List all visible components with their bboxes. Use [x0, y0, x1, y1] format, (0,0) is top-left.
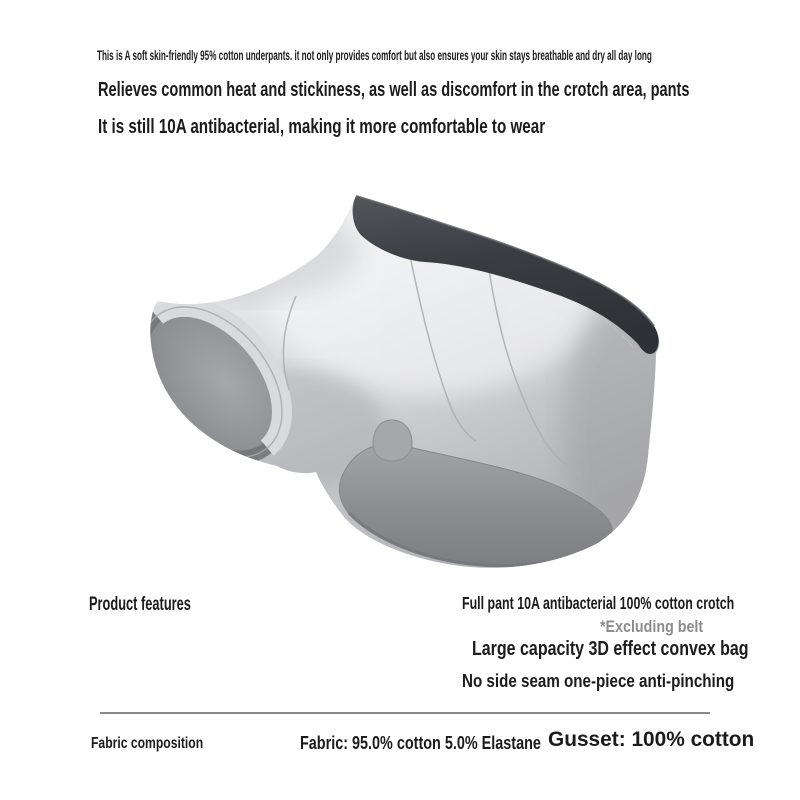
- feature-item-convex-bag: Large capacity 3D effect convex bag: [472, 638, 749, 660]
- product-photo-boxer-briefs: [140, 183, 665, 580]
- section-divider: [100, 712, 710, 714]
- feature-item-no-side-seam: No side seam one-piece anti-pinching: [462, 670, 735, 691]
- crotch-pouch: [373, 420, 412, 461]
- composition-heading: Fabric composition: [91, 735, 204, 752]
- features-heading: Product features: [89, 594, 191, 615]
- intro-line-2: Relieves common heat and stickiness, as well as discomfort in the crotch area, pants: [98, 79, 690, 101]
- intro-line-3: It is still 10A antibacterial, making it more comfortable to wear: [98, 116, 546, 138]
- feature-item-crotch: Full pant 10A antibacterial 100% cotton crotch: [462, 593, 735, 613]
- feature-item-excluding-belt: *Excluding belt: [600, 617, 704, 636]
- intro-line-small: This is A soft skin-friendly 95% cotton underpants. it not only provides comfort but also ensures your skin stays breathable and dry all day long: [97, 47, 652, 63]
- composition-fabric-value: Fabric: 95.0% cotton 5.0% Elastane: [300, 733, 541, 753]
- composition-gusset-value: Gusset: 100% cotton: [548, 727, 755, 751]
